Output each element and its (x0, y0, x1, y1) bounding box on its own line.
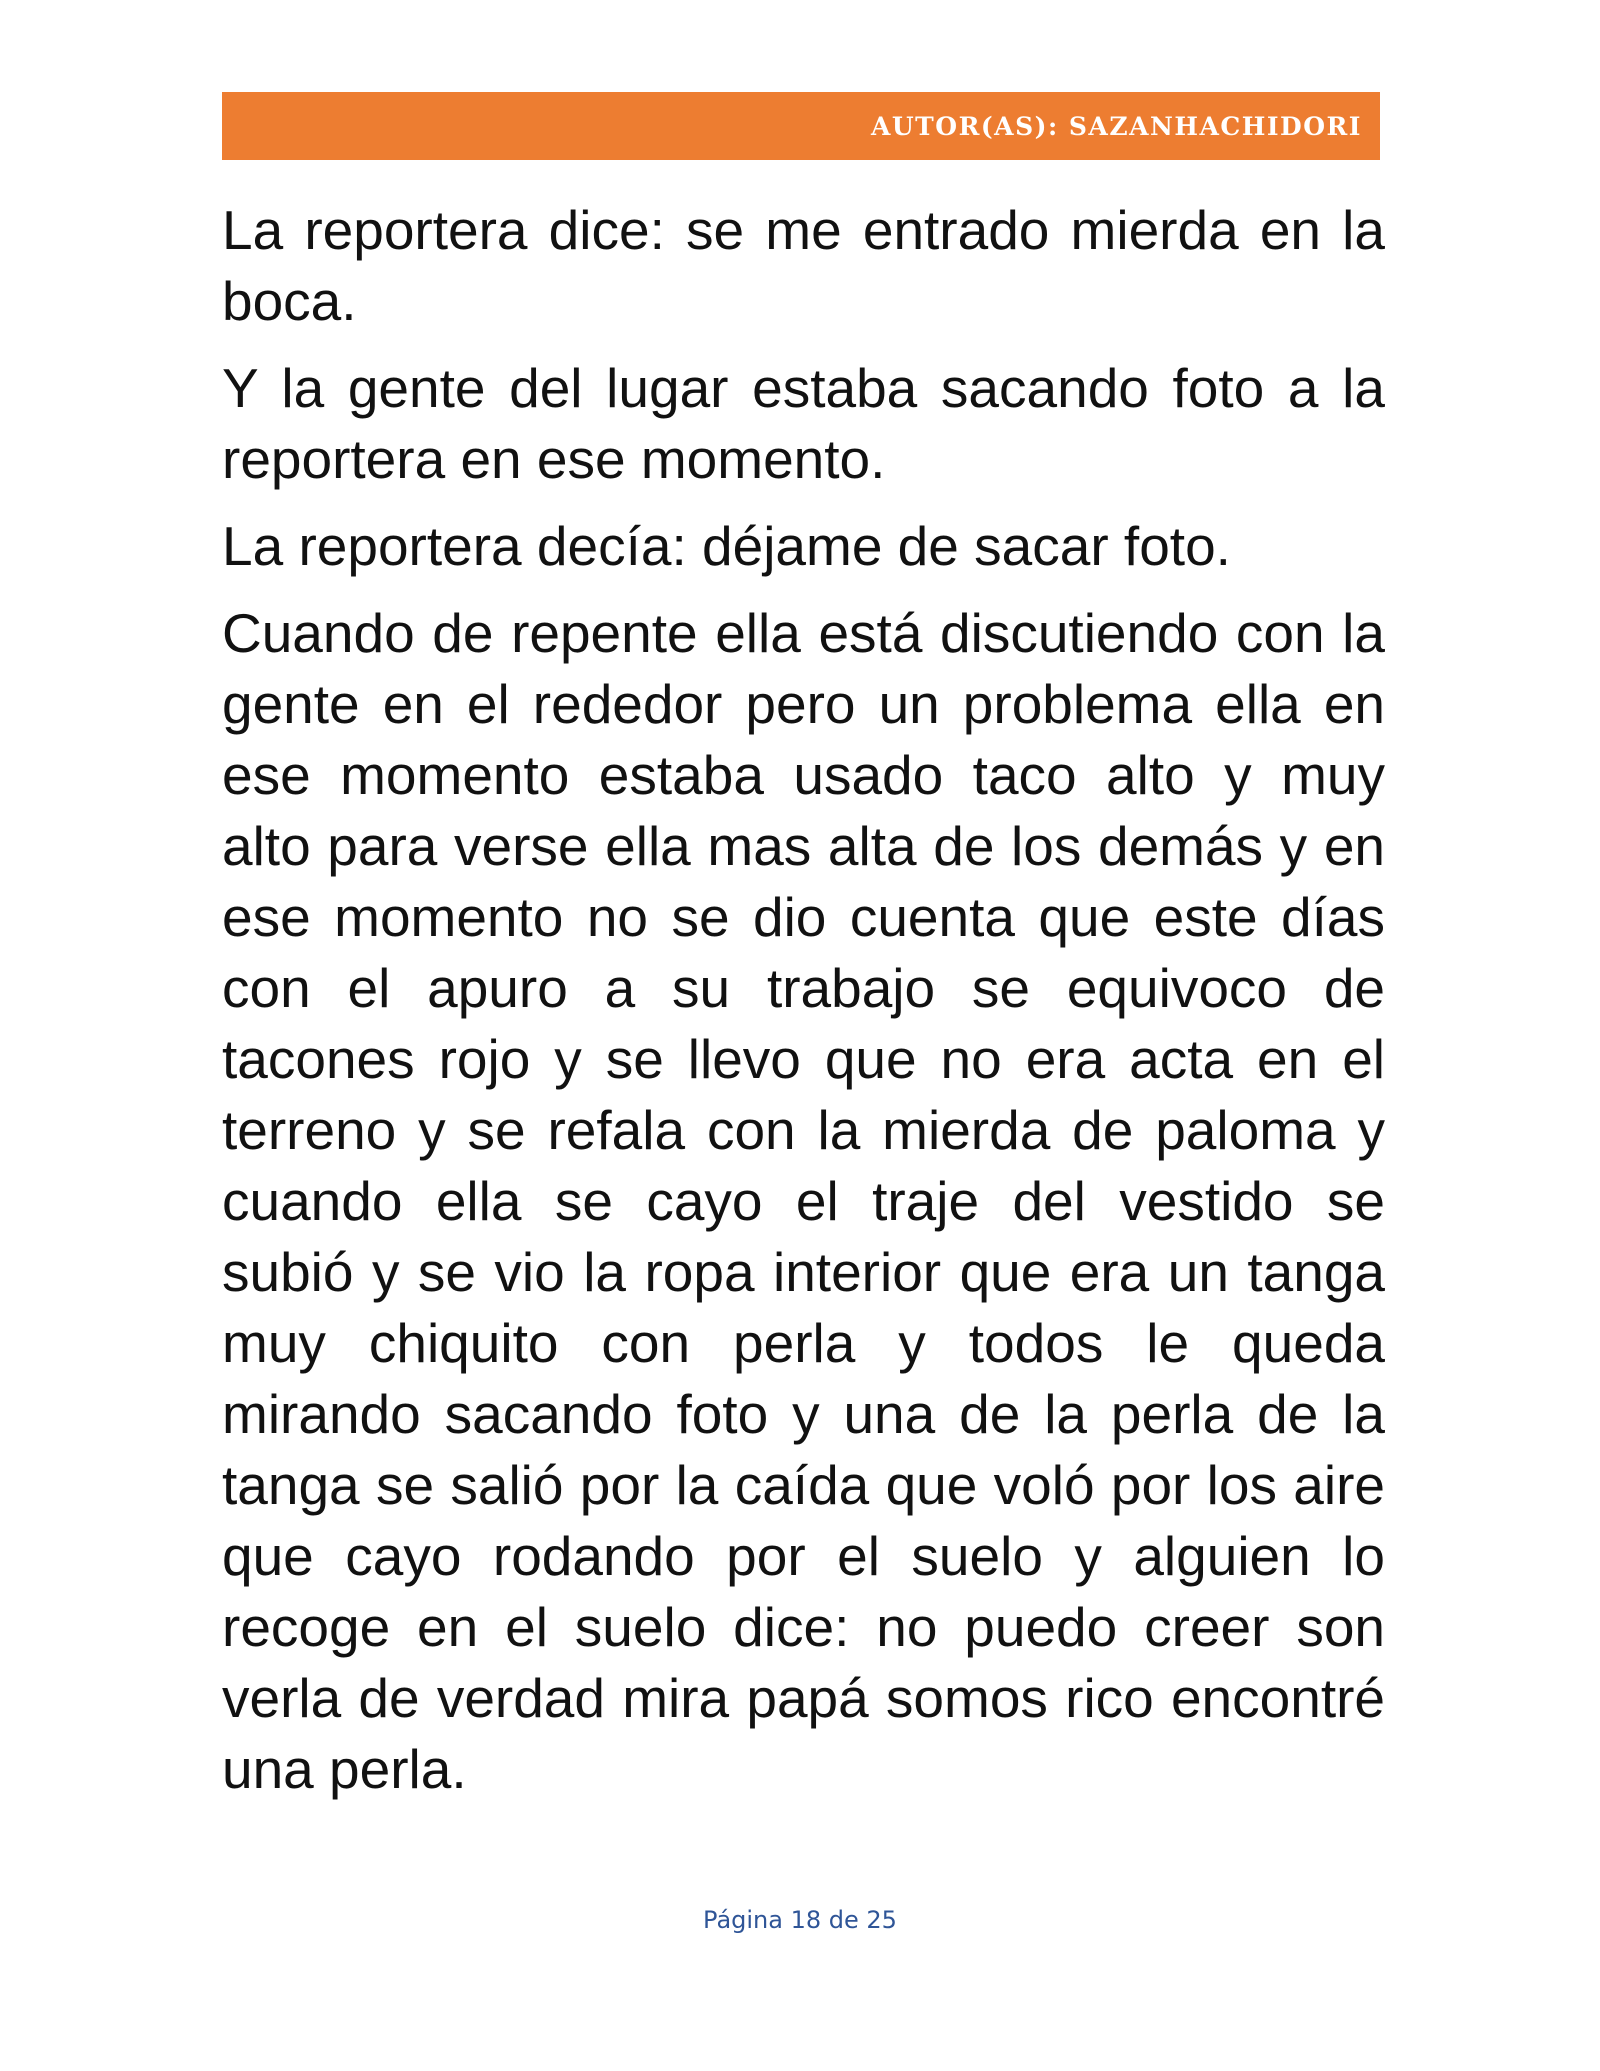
paragraph: Cuando de repente ella está discutiendo con la gente en el rededor pero un problema ella en ese momento estaba usado taco alto y muy alto para verse ella mas alta de los demás y en ese momento no se dio cuenta que este días con el apuro a su trabajo se equivoco de tacones rojo y se llevo que no era acta en el terreno y se refala con la mierda de paloma y cuando ella se cayo el traje del vestido se subió y se vio la ropa interior que era un tanga muy chiquito con perla y todos le queda mirando sacando foto y una de la perla de la tanga se salió por la caída que voló por los aire que cayo rodando por el suelo y alguien lo recoge en el suelo dice: no puedo creer son verla de verdad mira papá somos rico encontré una perla. (222, 602, 1385, 1800)
document-body (222, 195, 1385, 1821)
author-header: AUTOR(AS): SAZANHACHIDORI (870, 111, 1362, 141)
page-number: Página 18 de 25 (703, 1906, 897, 1934)
paragraph: La reportera decía: déjame de sacar foto. (222, 515, 1231, 577)
paragraph: La reportera dice: se me entrado mierda en la boca. (222, 199, 1385, 332)
paragraph: Y la gente del lugar estaba sacando foto a la reportera en ese momento. (222, 357, 1385, 490)
header-band (222, 92, 1380, 160)
